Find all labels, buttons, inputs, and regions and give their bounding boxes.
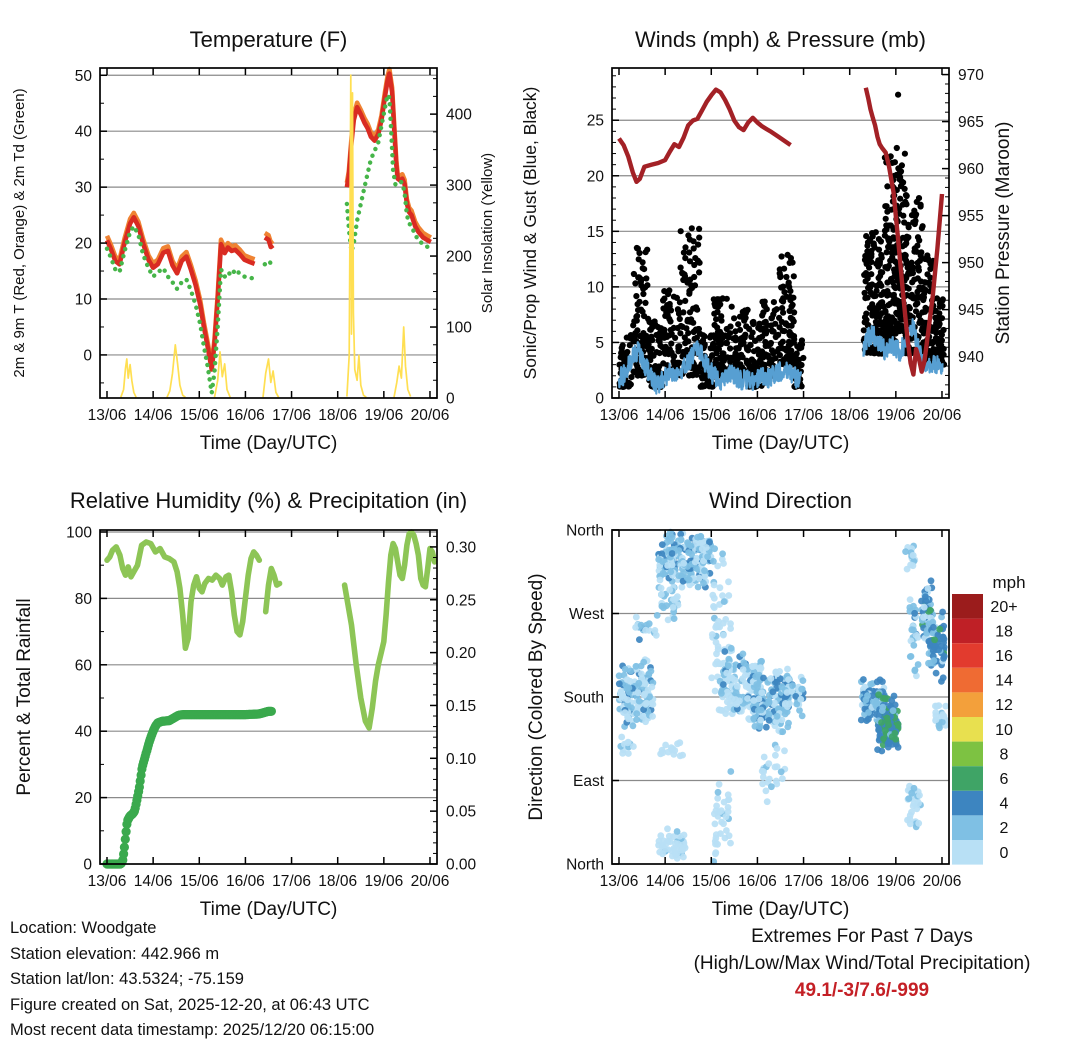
x-tick-label: 13/06 <box>599 407 639 424</box>
y-tick-label: 50 <box>74 67 92 85</box>
series-relative-humidity-light-green- <box>345 532 435 728</box>
winds-plot <box>520 27 1014 454</box>
series-station-pressure-maroon- <box>619 90 791 182</box>
legend-swatch <box>952 692 983 717</box>
y-tick-label: 20 <box>74 790 92 808</box>
y-tick-label: 960 <box>958 161 984 179</box>
y-tick-label: 80 <box>74 590 92 608</box>
x-axis-label: Time (Day/UTC) <box>199 433 338 454</box>
chart-title: Relative Humidity (%) & Precipitation (in) <box>69 488 468 513</box>
legend-label: 20+ <box>990 598 1018 616</box>
x-axis-label: Time (Day/UTC) <box>711 433 850 454</box>
y-tick-label: 40 <box>74 123 92 141</box>
x-tick-label: 15/06 <box>179 407 219 424</box>
y-tick-label: 0.30 <box>446 539 477 557</box>
x-tick-label: 15/06 <box>691 873 731 890</box>
y-tick-label: 0 <box>83 856 92 874</box>
legend-label: 2 <box>999 820 1009 838</box>
y-tick-label: 5 <box>595 334 604 352</box>
y-tick-label: 940 <box>958 349 984 367</box>
y-tick-label: 60 <box>74 657 92 675</box>
station-elevation: Station elevation: 442.966 m <box>10 944 220 963</box>
y-tick-label: 0.10 <box>446 750 477 768</box>
chart-title: Wind Direction <box>708 488 853 513</box>
extremes-values: 49.1/-3/7.6/-999 <box>794 980 930 1001</box>
x-tick-label: 20/06 <box>922 407 962 424</box>
temperature-plot <box>11 27 496 454</box>
legend-label: 8 <box>999 746 1009 764</box>
x-tick-label: 18/06 <box>318 407 358 424</box>
legend-label: 16 <box>995 648 1013 665</box>
x-tick-label: 16/06 <box>226 407 265 424</box>
legend-swatch <box>952 668 983 693</box>
x-tick-label: 16/06 <box>738 407 777 424</box>
legend-swatch <box>952 594 983 619</box>
chart-title: Temperature (F) <box>189 27 348 52</box>
y-tick-label: 20 <box>586 168 604 186</box>
x-tick-label: 13/06 <box>599 873 639 890</box>
legend-swatch <box>952 840 983 865</box>
y-tick-label: 0.15 <box>446 697 477 715</box>
x-axis-label: Time (Day/UTC) <box>711 899 850 920</box>
y-tick-label: 400 <box>446 106 472 124</box>
x-tick-label: 19/06 <box>876 873 916 890</box>
x-tick-label: 18/06 <box>830 873 870 890</box>
extremes-title: Extremes For Past 7 Days <box>751 926 973 947</box>
y-tick-label: 965 <box>958 114 984 132</box>
y-tick-label: 10 <box>74 291 92 309</box>
legend-title: mph <box>992 573 1026 592</box>
x-tick-label: 14/06 <box>645 407 685 424</box>
legend-label: 4 <box>999 795 1009 813</box>
x-tick-label: 14/06 <box>645 873 685 890</box>
y-tick-label: 300 <box>446 177 472 195</box>
legend-label: 12 <box>995 697 1013 715</box>
y-tick-label: 30 <box>74 179 92 197</box>
legend-swatch <box>952 619 983 644</box>
legend-swatch <box>952 766 983 791</box>
y-tick-label: 0 <box>446 390 455 408</box>
y-tick-label: 40 <box>74 723 92 741</box>
x-tick-label: 14/06 <box>133 873 173 890</box>
y-tick-label: 945 <box>958 302 984 320</box>
y-tick-label: West <box>568 606 604 623</box>
series-relative-humidity-light-green- <box>107 542 259 648</box>
series-relative-humidity-light-green- <box>266 569 280 612</box>
y-tick-label: 955 <box>958 208 984 226</box>
y-tick-label: 0.20 <box>446 645 477 663</box>
legend-swatch <box>952 791 983 816</box>
y-tick-label: 20 <box>74 235 92 253</box>
y-tick-label: 0 <box>83 347 92 365</box>
humidity-plot <box>14 488 477 920</box>
x-tick-label: 15/06 <box>691 407 731 424</box>
series-solar-insolation-yellow- <box>394 327 411 397</box>
legend-label: 14 <box>995 672 1013 690</box>
series-solar-insolation-yellow- <box>215 352 231 397</box>
x-tick-label: 19/06 <box>876 407 916 424</box>
y-tick-label: 100 <box>66 524 92 542</box>
y-axis-label-right: Station Pressure (Maroon) <box>993 121 1014 345</box>
y-tick-label: 0 <box>595 390 604 408</box>
winddir-plot <box>526 488 961 920</box>
legend-swatch <box>952 742 983 767</box>
speed-legend <box>952 573 1026 865</box>
x-tick-label: 20/06 <box>410 407 450 424</box>
y-tick-label: 10 <box>586 279 604 297</box>
x-tick-label: 20/06 <box>922 873 962 890</box>
y-tick-label: North <box>566 522 604 540</box>
x-tick-label: 16/06 <box>738 873 777 890</box>
station-latlon: Station lat/lon: 43.5324; -75.159 <box>10 970 244 988</box>
y-tick-label: 25 <box>586 112 604 130</box>
y-axis-label-left: Percent & Total Rainfall <box>14 598 35 796</box>
y-tick-label: 970 <box>958 67 984 85</box>
legend-swatch <box>952 815 983 840</box>
x-tick-label: 17/06 <box>272 407 311 424</box>
y-tick-label: 0.25 <box>446 592 477 610</box>
legend-swatch <box>952 717 983 742</box>
station-info <box>10 916 374 1044</box>
extremes-subtitle: (High/Low/Max Wind/Total Precipitation) <box>693 953 1031 974</box>
x-tick-label: 20/06 <box>410 873 450 890</box>
x-tick-label: 13/06 <box>87 407 127 424</box>
series-2m-t-red- <box>107 217 255 369</box>
series-solar-insolation-yellow- <box>167 345 185 398</box>
x-axis-label: Time (Day/UTC) <box>199 899 338 920</box>
figure-created: Figure created on Sat, 2025-12-20, at 06:43 UTC <box>10 995 370 1014</box>
y-axis-label-left: Direction (Colored By Speed) <box>526 573 547 821</box>
winds-pressure-chart <box>512 0 1024 470</box>
y-tick-label: South <box>563 689 604 707</box>
legend-label: 6 <box>999 771 1009 788</box>
x-tick-label: 17/06 <box>272 873 311 890</box>
legend-swatch <box>952 643 983 668</box>
y-tick-label: 15 <box>586 223 604 241</box>
x-tick-label: 17/06 <box>784 873 823 890</box>
y-tick-label: 0.00 <box>446 856 477 874</box>
y-axis-label-left: 2m & 9m T (Red, Orange) & 2m Td (Green) <box>11 88 28 378</box>
legend-label: 18 <box>995 623 1013 641</box>
y-tick-label: 200 <box>446 248 472 266</box>
y-tick-label: 950 <box>958 255 984 273</box>
x-tick-label: 19/06 <box>364 407 404 424</box>
series-2m-td-green- <box>265 261 273 264</box>
x-tick-label: 19/06 <box>364 873 404 890</box>
series-solar-insolation-yellow- <box>121 359 136 397</box>
x-tick-label: 15/06 <box>179 873 219 890</box>
station-location: Location: Woodgate <box>10 919 157 937</box>
y-tick-label: 100 <box>446 319 472 337</box>
temperature-chart <box>0 0 512 470</box>
x-tick-label: 17/06 <box>784 407 823 424</box>
legend-label: 10 <box>995 721 1013 739</box>
extremes-block <box>632 923 1092 1004</box>
x-tick-label: 18/06 <box>830 407 870 424</box>
x-tick-label: 13/06 <box>87 873 127 890</box>
series-solar-insolation-yellow- <box>263 359 279 397</box>
data-timestamp: Most recent data timestamp: 2025/12/20 06:15:00 <box>10 1021 375 1039</box>
y-axis-label-left: Sonic/Prop Wind & Gust (Blue, Black) <box>520 86 540 380</box>
chart-title: Winds (mph) & Pressure (mb) <box>635 27 926 52</box>
y-tick-label: 0.05 <box>446 803 477 821</box>
x-tick-label: 14/06 <box>133 407 173 424</box>
y-tick-label: North <box>566 856 604 874</box>
x-tick-label: 18/06 <box>318 873 358 890</box>
x-tick-label: 16/06 <box>226 873 265 890</box>
legend-label: 0 <box>999 844 1009 862</box>
y-axis-label-right: Solar Insolation (Yellow) <box>479 152 496 314</box>
y-tick-label: East <box>572 773 604 790</box>
